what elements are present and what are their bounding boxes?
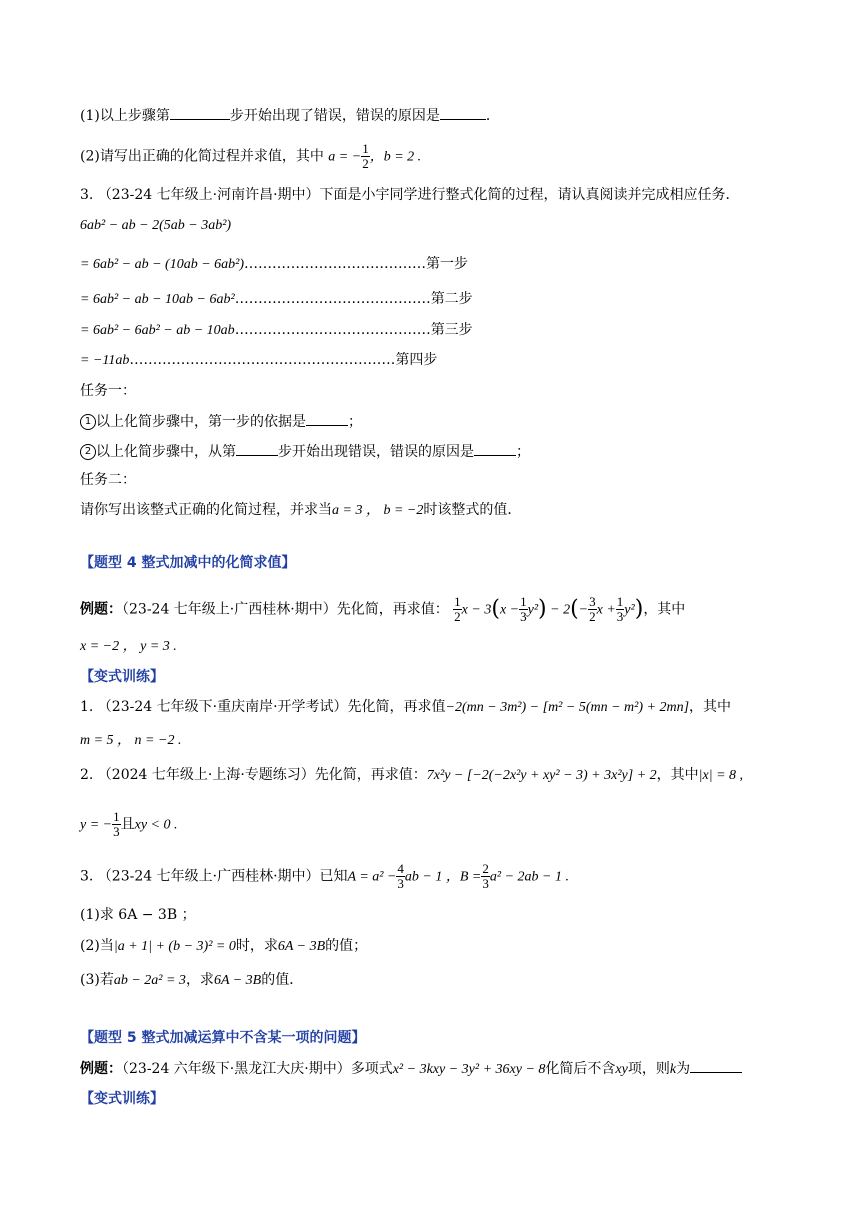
answer-blank — [236, 441, 278, 456]
section-title-4: 【题型 4 整式加减中的化简求值】 — [80, 555, 296, 571]
example4-values: x = −2 ， y = 3 . — [80, 639, 177, 654]
task1-item2: 2 以上化简步骤中，从第 步开始出现错误，错误的原因是 ； — [80, 441, 530, 462]
section-title-5: 【题型 5 整式加减运算中不含某一项的问题】 — [80, 1030, 366, 1046]
example5: 例题：（23-24 六年级下·黑龙江大庆·期中）多项式x² − 3kxy − 3y² + 36xy − 8化简后不含xy项，则k为 — [80, 1058, 742, 1080]
variant-1-values: m = 5 ， n = −2 . — [80, 733, 182, 748]
variant-title: 【变式训练】 — [80, 669, 164, 685]
task2-label: 任务二： — [80, 472, 136, 488]
variant-3-part1: (1)求 6A − 3B ； — [80, 907, 196, 923]
answer-blank — [170, 105, 230, 120]
task1-item1: 1 以上化简步骤中，第一步的依据是 ； — [80, 411, 362, 432]
fraction: $\frac{1}{2}$ — [362, 141, 369, 171]
variant-3-part2: (2)当|a + 1| + (b − 3)² = 0时，求6A − 3B的值； — [80, 938, 368, 954]
variant-1: 1. （23-24 七年级下·重庆南岸·开学考试）先化简，再求值−2(mn − 3m²) − [m² − 5(mn − m²) + 2mn]，其中 — [80, 699, 732, 715]
step-4: = −11ab…………………………………………………第四步 — [80, 352, 438, 368]
variant-2: 2. （2024 七年级上·上海·专题练习）先化简，再求值：7x²y − [−2(−2x²y + xy² − 3) + 3x²y] + 2，其中|x| = 8 , — [80, 767, 744, 783]
q3-intro: 3. （23-24 七年级上·河南许昌·期中）下面是小宇同学进行整式化简的过程，请认真阅读并完成相应任务． — [80, 187, 740, 203]
answer-blank — [474, 441, 516, 456]
variant-2-values: y = − $\frac{1}{3}$ 且xy < 0 . — [80, 809, 178, 839]
part2-question: (2)请写出正确的化简过程并求值，其中 a = − $\frac{1}{2}$ ，b = 2 . — [80, 141, 422, 171]
variant-title-2: 【变式训练】 — [80, 1091, 164, 1107]
circled-number: 1 — [80, 414, 96, 430]
circled-number: 2 — [80, 444, 96, 460]
task2-text: 请你写出该整式正确的化简过程，并求当a = 3 ， b = −2时该整式的值． — [80, 502, 522, 518]
answer-blank — [306, 411, 348, 426]
example4: 例题：（23-24 七年级上·广西桂林·期中）先化简，再求值： $\frac{1}{2}$ x − 3(x − $\frac{1}{3}$ y²) − 2(− $\frac{3}{2}$ x + $\frac{1}{3}$ y²)，其中 — [80, 594, 686, 624]
variant-3-part3: (3)若ab − 2a² = 3，求6A − 3B的值． — [80, 972, 304, 988]
answer-blank — [440, 105, 486, 120]
part1-question: (1)以上步骤第 步开始出现了错误，错误的原因是 ． — [80, 105, 500, 126]
step-1: = 6ab² − ab − (10ab − 6ab²)…………………………………第一步 — [80, 256, 469, 272]
step-3: = 6ab² − 6ab² − ab − 10ab……………………………………第三步 — [80, 322, 473, 338]
step-2: = 6ab² − ab − 10ab − 6ab²……………………………………第二步 — [80, 291, 473, 307]
step-0: 6ab² − ab − 2(5ab − 3ab²) — [80, 218, 232, 233]
variant-3: 3. （23-24 七年级上·广西桂林·期中）已知A = a² − $\frac{4}{3}$ ab − 1 ，B = $\frac{2}{3}$ a² − 2ab − 1 . — [80, 861, 569, 891]
task1-label: 任务一： — [80, 383, 136, 399]
answer-blank — [690, 1058, 742, 1073]
